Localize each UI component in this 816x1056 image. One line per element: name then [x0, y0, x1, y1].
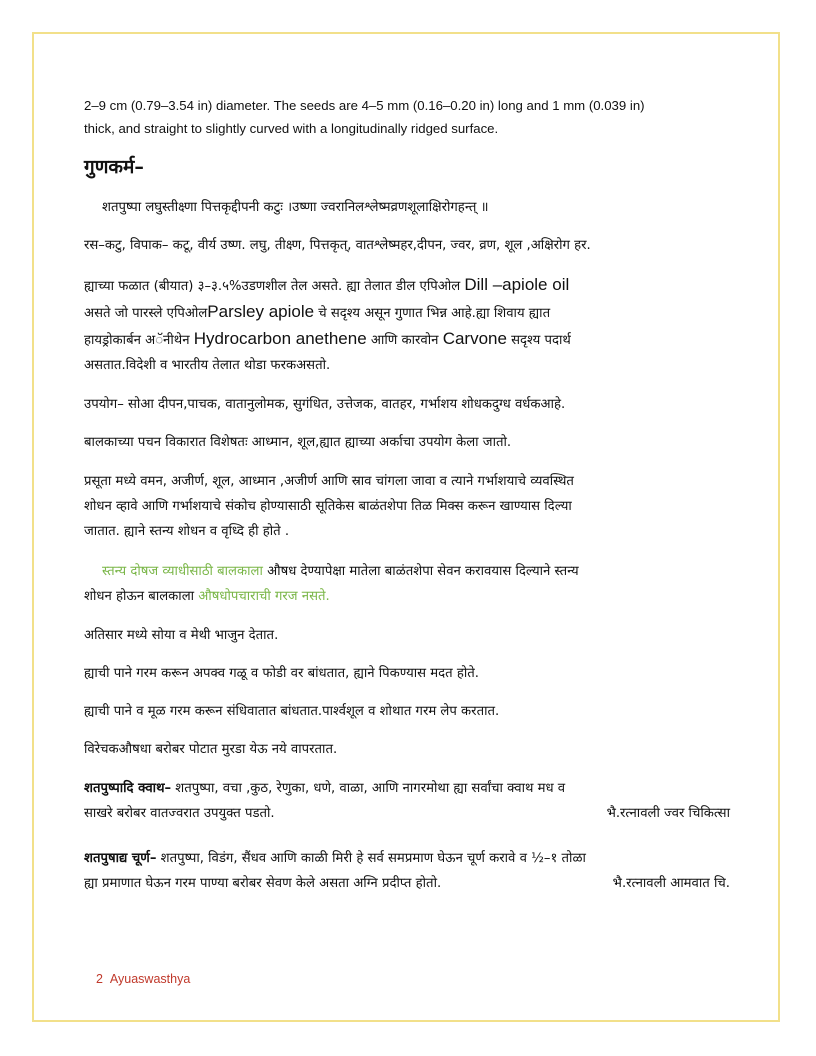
oil-text-5: आणि कारवोन [366, 333, 443, 348]
kwath-paragraph [84, 776, 730, 826]
churna-reference: भै.रत्नावली आमवात चि. [612, 876, 730, 891]
oil-term-carvone: Carvone [442, 329, 507, 348]
oil-term-dill: Dill –apiole oil [464, 275, 570, 294]
oil-text-6: सदृश्य पदार्थ [506, 333, 571, 348]
virechak-paragraph: विरेचकऔषधा बरोबर पोटात मुरडा येऊ नये वापरतात. [84, 742, 338, 757]
kwath-title: शतपुष्पादि क्वाथ– [84, 781, 172, 796]
document-body [84, 94, 730, 896]
oil-text-7: असतात.विदेशी व भारतीय तेलात थोडा फरकअसतो. [84, 358, 331, 373]
stanya-text-1: औषध देण्यापेक्षा मातेला बाळंतशेपा सेवन करावयास दिल्याने स्तन्य [262, 564, 579, 579]
prasuta-paragraph [84, 469, 730, 544]
rasa-paragraph: रस–कटु, विपाक– कटू, वीर्य उष्ण. लघु, तीक्ष्ण, पित्तकृत्, वातश्लेष्महर,दीपन, ज्वर, व्रण, शूल ,अक्षिरोग हर. [84, 238, 591, 253]
balak-paragraph: बालकाच्या पचन विकारात विशेषतः आध्मान, शूल,ह्यात ह्याच्या अर्काचा उपयोग केला जातो. [84, 435, 512, 450]
upayog-paragraph: उपयोग– सोआ दीपन,पाचक, वातानुलोमक, सुगंधित, उत्तेजक, वातहर, गर्भाशय शोधकदुग्ध वर्धकआहे. [84, 397, 566, 412]
oil-text-2: असते जो पारस्ले एपिओल [84, 306, 208, 321]
section-heading: गुणकर्म– [84, 156, 144, 178]
page-footer [96, 972, 190, 986]
kwath-line-1: शतपुष्पा, वचा ,कुठ, रेणुका, धणे, वाळा, आणि नागरमोथा ह्या सर्वांचा क्वाथ मध व [171, 781, 566, 796]
intro-line-2: thick, and straight to slightly curved with a longitudinally ridged surface. [84, 121, 499, 136]
stanya-text-2: शोधन होऊन बालकाला [84, 589, 199, 604]
stanya-highlight-1: स्तन्य दोषज व्याधीसाठी बालकाला [102, 564, 263, 579]
intro-line-1: 2–9 cm (0.79–3.54 in) diameter. The seeds are 4–5 mm (0.16–0.20 in) long and 1 mm (0.039 in) [84, 98, 645, 113]
pane-paragraph-2: ह्याची पाने व मूळ गरम करून संधिवातात बांधतात.पार्श्वशूल व शोथात गरम लेप करतात. [84, 704, 500, 719]
page-number: 2 [96, 972, 103, 986]
prasuta-line-1: प्रसूता मध्ये वमन, अजीर्ण, शूल, आध्मान ,अजीर्ण आणि स्राव चांगला जावा व त्याने गर्भाशयाचे व्यवस्थित [84, 474, 574, 489]
footer-site-name: Ayuaswasthya [109, 972, 191, 986]
oil-text-4: हायड्रोकार्बन अॅनीथेन [84, 333, 194, 348]
churna-line-1: शतपुष्पा, विडंग, सैंधव आणि काळी मिरी हे सर्व समप्रमाण घेऊन चूर्ण करावे व ½–१ तोळा [156, 851, 586, 866]
oil-term-parsley: Parsley apiole [207, 302, 315, 321]
kwath-reference: भै.रत्नावली ज्वर चिकित्सा [606, 806, 730, 821]
oil-term-hydrocarbon: Hydrocarbon anethene [193, 329, 367, 348]
stanya-highlight-2: औषधोपचाराची गरज नसते. [198, 589, 330, 604]
churna-paragraph [84, 846, 730, 896]
churna-title: शतपुषाद्य चूर्ण– [84, 851, 157, 866]
prasuta-line-2: शोधन व्हावे आणि गर्भाशयाचे संकोच होण्यासाठी सूतिकेस बाळंतशेपा तिळ मिक्स करून खाण्यास दिल्या [84, 499, 572, 514]
shloka: शतपुष्पा लघुस्तीक्ष्णा पित्तकृद्दीपनी कटुः ।उष्णा ज्वरानिलश्लेष्मव्रणशूलाक्षिरोगहन्त् ॥ [102, 200, 489, 215]
prasuta-line-3: जातात. ह्याने स्तन्य शोधन व वृध्दि ही होते . [84, 524, 290, 539]
churna-line-2: ह्या प्रमाणात घेऊन गरम पाण्या बरोबर सेवण केले असता अग्नि प्रदीप्त होतो. [84, 876, 442, 891]
oil-text-1: ह्याच्या फळात (बीयात) ३–३.५%उडणशील तेल असते. ह्या तेलात डील एपिओल [84, 279, 465, 294]
atisar-paragraph: अतिसार मध्ये सोया व मेथी भाजुन देतात. [84, 628, 279, 643]
oil-text-3: चे सदृश्य असून गुणात भिन्न आहे.ह्या शिवाय ह्यात [314, 306, 551, 321]
stanya-paragraph [84, 559, 730, 609]
kwath-line-2: साखरे बरोबर वातज्वरात उपयुक्त पडतो. [84, 806, 275, 821]
pane-paragraph-1: ह्याची पाने गरम करून अपक्व गळू व फोडी वर बांधतात, ह्याने पिकण्यास मदत होते. [84, 666, 479, 681]
oil-paragraph [84, 272, 730, 378]
